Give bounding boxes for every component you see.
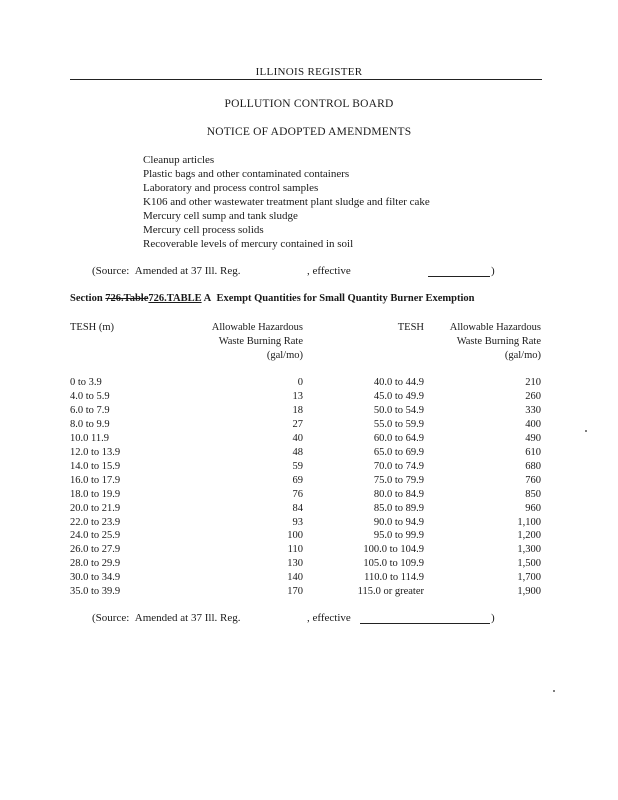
table-cell: 760 — [525, 474, 541, 486]
table-cell: 84 — [292, 502, 303, 514]
scan-speck — [585, 430, 587, 432]
tesh-m-column — [70, 376, 120, 599]
table-cell: 60.0 to 64.9 — [373, 432, 424, 444]
col1-header: TESH (m) — [70, 322, 115, 333]
section-prefix: Section — [70, 293, 103, 304]
table-cell: 18 — [292, 404, 303, 416]
source-label: (Source: — [92, 612, 130, 624]
table-cell: 210 — [525, 377, 541, 388]
item-list — [143, 153, 430, 251]
section-struck-text: 726.Table — [105, 293, 149, 304]
table-cell: 105.0 to 109.9 — [363, 558, 424, 570]
table-cell: 27 — [292, 418, 303, 430]
table-cell: 95.0 to 99.9 — [373, 530, 424, 542]
rate-1-column — [200, 376, 303, 599]
table-cell: 28.0 to 29.9 — [70, 558, 121, 570]
table-cell: 93 — [292, 516, 303, 528]
source-text: Amended at 37 Ill. Reg. — [134, 265, 241, 277]
table-cell: 90.0 to 94.9 — [373, 516, 424, 528]
table-cell: 59 — [292, 460, 303, 472]
table-cell: 1,200 — [517, 530, 541, 542]
table-cell: 12.0 to 13.9 — [70, 446, 121, 458]
table-cell: 24.0 to 25.9 — [70, 530, 121, 542]
table-cell: 1,100 — [517, 516, 541, 528]
section-inserted-text: 726.TABLE — [148, 293, 202, 304]
table-cell: 55.0 to 59.9 — [373, 418, 424, 430]
notice-title: NOTICE OF ADOPTED AMENDMENTS — [206, 126, 412, 138]
col4-header-line: Allowable Hazardous — [449, 322, 541, 333]
tesh-column — [330, 376, 424, 599]
col2-header-line: (gal/mo) — [266, 350, 303, 361]
effective-blank-1 — [428, 266, 490, 277]
section-heading — [70, 293, 475, 304]
source-close-1: ) — [491, 265, 495, 277]
table-cell: 18.0 to 19.9 — [70, 488, 121, 500]
scan-speck — [553, 690, 555, 692]
table-cell: 100.0 to 104.9 — [363, 544, 424, 556]
table-cell: 30.0 to 34.9 — [70, 572, 121, 584]
table-cell: 70.0 to 74.9 — [373, 460, 424, 472]
table-cell: 115.0 or greater — [357, 586, 424, 598]
table-cell: 1,300 — [517, 544, 541, 556]
col4-header-line: Waste Burning Rate — [456, 336, 541, 347]
table-cell: 69 — [292, 474, 303, 486]
effective-label: , effective — [307, 612, 351, 624]
table-cell: 13 — [292, 390, 303, 402]
table-cell: 76 — [292, 488, 303, 500]
table-cell: 8.0 to 9.9 — [70, 418, 110, 430]
table-cell: 50.0 to 54.9 — [373, 404, 424, 416]
table-cell: 0 to 3.9 — [70, 377, 102, 388]
list-item: Plastic bags and other contaminated containers — [143, 168, 350, 180]
table-cell: 110.0 to 114.9 — [364, 572, 424, 584]
section-title: Exempt Quantities for Small Quantity Burner Exemption — [216, 293, 475, 304]
list-item: K106 and other wastewater treatment plant sludge and filter cake — [143, 196, 430, 208]
table-cell: 10.0 11.9 — [70, 432, 109, 444]
table-cell: 40 — [292, 432, 303, 444]
table-cell: 680 — [525, 460, 541, 472]
table-cell: 6.0 to 7.9 — [70, 404, 110, 416]
col4-header — [420, 321, 541, 363]
list-item: Mercury cell sump and tank sludge — [143, 210, 298, 222]
table-cell: 48 — [292, 446, 303, 458]
table-cell: 490 — [525, 432, 541, 444]
table-cell: 140 — [287, 572, 303, 584]
list-item: Mercury cell process solids — [143, 224, 264, 236]
table-cell: 110 — [287, 544, 303, 556]
table-cell: 40.0 to 44.9 — [373, 377, 424, 388]
table-cell: 100 — [287, 530, 303, 542]
table-cell: 260 — [525, 390, 541, 402]
col2-header-line: Waste Burning Rate — [218, 336, 303, 347]
source-note-2 — [92, 612, 240, 624]
source-close-2: ) — [491, 612, 495, 624]
table-cell: 75.0 to 79.9 — [373, 474, 424, 486]
table-cell: 1,500 — [517, 558, 541, 570]
table-cell: 1,900 — [517, 586, 541, 598]
list-item: Laboratory and process control samples — [143, 182, 319, 194]
source-note-1 — [92, 265, 240, 277]
rate-2-column — [440, 376, 541, 599]
table-cell: 330 — [525, 404, 541, 416]
table-cell: 170 — [287, 586, 303, 598]
table-cell: 20.0 to 21.9 — [70, 502, 121, 514]
table-cell: 130 — [287, 558, 303, 570]
table-cell: 26.0 to 27.9 — [70, 544, 121, 556]
list-item: Cleanup articles — [143, 154, 215, 166]
table-cell: 4.0 to 5.9 — [70, 390, 110, 402]
effective-blank-2 — [360, 613, 490, 624]
table-cell: 0 — [297, 377, 303, 388]
list-item: Recoverable levels of mercury contained in soil — [143, 238, 354, 250]
source-effective-1 — [307, 265, 351, 277]
table-cell: 16.0 to 17.9 — [70, 474, 121, 486]
table-cell: 35.0 to 39.9 — [70, 586, 121, 598]
table-cell: 22.0 to 23.9 — [70, 516, 121, 528]
source-text: Amended at 37 Ill. Reg. — [134, 612, 241, 624]
table-cell: 610 — [525, 446, 541, 458]
board-name: POLLUTION CONTROL BOARD — [224, 98, 394, 110]
table-cell: 400 — [525, 418, 541, 430]
source-label: (Source: — [92, 265, 130, 277]
register-title: ILLINOIS REGISTER — [255, 66, 363, 78]
table-cell: 80.0 to 84.9 — [373, 488, 424, 500]
col4-header-line: (gal/mo) — [504, 350, 541, 361]
table-cell: 65.0 to 69.9 — [373, 446, 424, 458]
table-cell: 85.0 to 89.9 — [373, 502, 424, 514]
col3-header: TESH — [397, 322, 424, 333]
table-cell: 960 — [525, 502, 541, 514]
section-letter: A — [203, 293, 212, 304]
header-rule — [70, 79, 542, 80]
source-effective-2 — [307, 612, 351, 624]
table-cell: 1,700 — [517, 572, 541, 584]
effective-label: , effective — [307, 265, 351, 277]
col2-header-line: Allowable Hazardous — [211, 322, 303, 333]
table-cell: 850 — [525, 488, 541, 500]
table-cell: 45.0 to 49.9 — [373, 390, 424, 402]
col2-header — [170, 321, 303, 363]
table-cell: 14.0 to 15.9 — [70, 460, 121, 472]
